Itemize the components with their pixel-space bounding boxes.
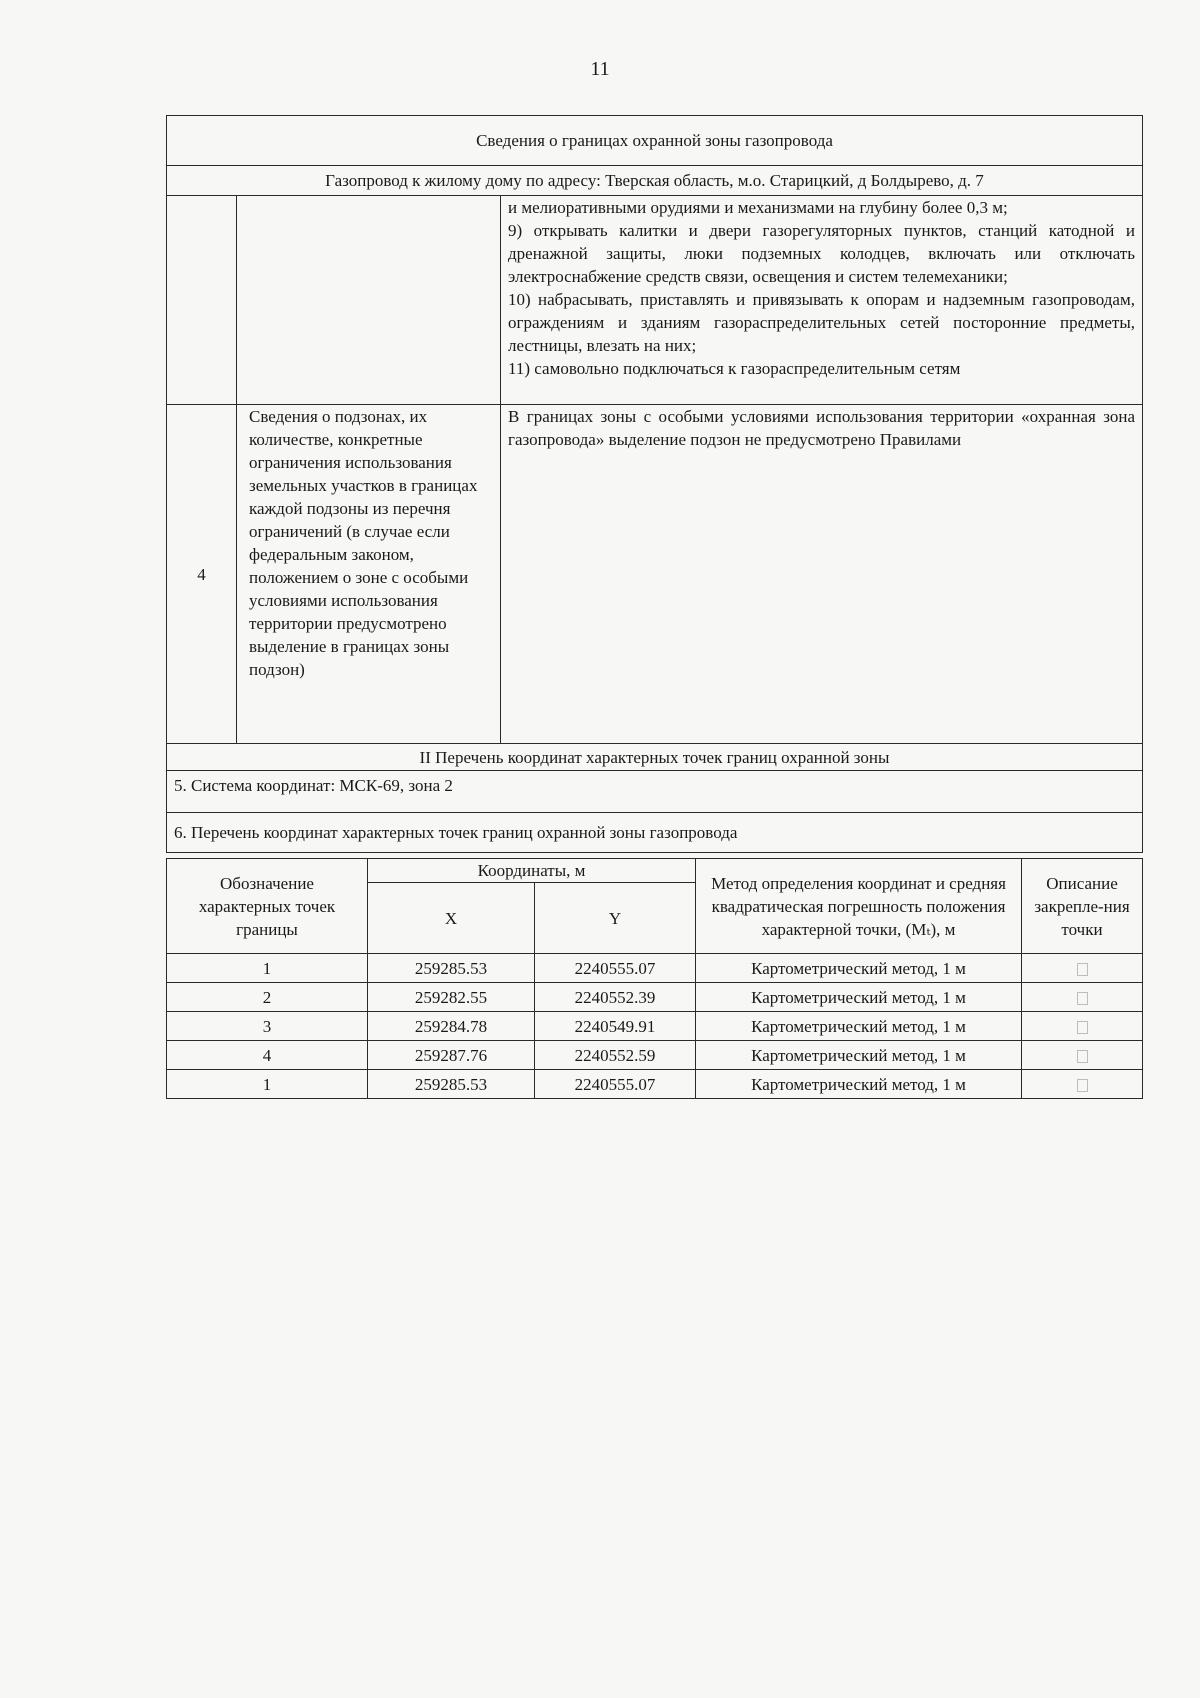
y-cell: 2240552.39	[535, 983, 696, 1012]
header-method: Метод определения координат и средняя квадратическая погрешность положения характерной точки, (Mₜ), м	[696, 859, 1022, 954]
y-cell: 2240549.91	[535, 1012, 696, 1041]
header-point: Обозначение характерных точек границы	[167, 859, 368, 954]
point-cell: 2	[167, 983, 368, 1012]
object-title: Газопровод к жилому дому по адресу: Тверская область, м.о. Старицкий, д Болдырево, д. 7	[167, 166, 1143, 196]
method-cell: Картометрический метод, 1 м	[696, 1041, 1022, 1070]
table-row	[167, 1041, 1143, 1070]
point-cell: 4	[167, 1041, 368, 1070]
description-cell	[1022, 983, 1143, 1012]
x-cell: 259285.53	[368, 1070, 535, 1099]
section2-title: II Перечень координат характерных точек границ охранной зоны	[167, 744, 1143, 771]
row-number: 4	[167, 405, 237, 744]
point-cell: 1	[167, 1070, 368, 1099]
coord-list-title: 6. Перечень координат характерных точек границ охранной зоны газопровода	[167, 813, 1143, 853]
zone-info-table	[166, 115, 1143, 853]
table-row	[167, 1070, 1143, 1099]
y-cell: 2240552.59	[535, 1041, 696, 1070]
header-x: X	[368, 883, 535, 954]
x-cell: 259284.78	[368, 1012, 535, 1041]
placeholder-box-icon	[1077, 992, 1088, 1005]
placeholder-box-icon	[1077, 1079, 1088, 1092]
description-cell	[1022, 1070, 1143, 1099]
restrictions-continuation	[501, 196, 1143, 405]
header-y: Y	[535, 883, 696, 954]
section-title: Сведения о границах охранной зоны газопровода	[167, 116, 1143, 166]
subzones-value: В границах зоны с особыми условиями использования территории «охранная зона газопровода» выделение подзон не предусмотрено Правилами	[501, 405, 1143, 744]
point-cell: 1	[167, 954, 368, 983]
x-cell: 259282.55	[368, 983, 535, 1012]
point-cell: 3	[167, 1012, 368, 1041]
restriction-item: 10) набрасывать, приставлять и привязывать к опорам и надземным газопроводам, ограждениям и зданиям газораспределительных сетей посторонние предметы, лестницы, влезать на них;	[508, 290, 1135, 355]
description-cell	[1022, 1012, 1143, 1041]
placeholder-box-icon	[1077, 1021, 1088, 1034]
placeholder-box-icon	[1077, 1050, 1088, 1063]
method-cell: Картометрический метод, 1 м	[696, 1012, 1022, 1041]
table-row	[167, 983, 1143, 1012]
coord-system: 5. Система координат: МСК-69, зона 2	[167, 771, 1143, 813]
table-row	[167, 954, 1143, 983]
page-number: 11	[590, 58, 610, 80]
subzones-label: Сведения о подзонах, их количестве, конкретные ограничения использования земельных участков в границах каждой подзоны из перечня ограничений (в случае если федеральным законом, положением о зоне с особыми условиями использования территории предусмотрено выделение в границах зоны подзон)	[237, 405, 501, 744]
method-cell: Картометрический метод, 1 м	[696, 1070, 1022, 1099]
placeholder-box-icon	[1077, 963, 1088, 976]
description-cell	[1022, 1041, 1143, 1070]
empty-label-cell	[237, 196, 501, 405]
y-cell: 2240555.07	[535, 1070, 696, 1099]
method-cell: Картометрический метод, 1 м	[696, 983, 1022, 1012]
restriction-item: и мелиоративными орудиями и механизмами на глубину более 0,3 м;	[508, 198, 1008, 217]
method-cell: Картометрический метод, 1 м	[696, 954, 1022, 983]
restriction-item: 11) самовольно подключаться к газораспределительным сетям	[508, 359, 961, 378]
empty-number-cell	[167, 196, 237, 405]
restriction-item: 9) открывать калитки и двери газорегуляторных пунктов, станций катодной и дренажной защиты, люки подземных колодцев, включать или отключать электроснабжение средств связи, освещения и систем телемеханики;	[508, 221, 1135, 286]
x-cell: 259287.76	[368, 1041, 535, 1070]
y-cell: 2240555.07	[535, 954, 696, 983]
x-cell: 259285.53	[368, 954, 535, 983]
coordinates-table	[166, 858, 1143, 1099]
description-cell	[1022, 954, 1143, 983]
header-description: Описание закрепле-ния точки	[1022, 859, 1143, 954]
header-coords: Координаты, м	[368, 859, 696, 883]
table-row	[167, 1012, 1143, 1041]
